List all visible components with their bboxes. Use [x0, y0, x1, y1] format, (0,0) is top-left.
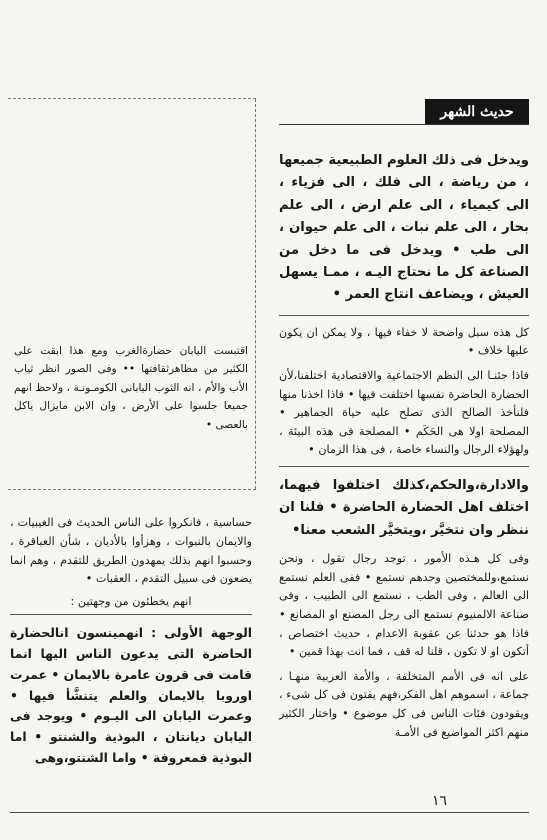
right-para-1: ويدخل فى ذلك العلوم الطبيعية جميعها ، من رياضة ، الى فلك ، الى فزياء ، الى كيمياء ، الى علم ارض ، الى علم بحار ، الى علم نبات ، الى علم حيوان ، الى طب • ويدخل فى ما دخل من الصناعة كل ما نحتاج اليـه ، ممـا يسهل العيش ، ويضاعف انتاج العمر • [279, 153, 529, 303]
divider-rule [10, 614, 252, 615]
left-column [10, 514, 252, 777]
page-number: ١٦ [431, 793, 447, 809]
section-header-badge: حديث الشهر [425, 99, 529, 125]
right-para-6: على انه فى الأمم المتخلفة ، والأمة العربية منهـا ، جماعة ، اسموهم اهل الفكر،فهم يفتون فى كل شىء ، ويقودون فئات الناس فى كل موضوع • واختار الكثير منهم اكثر المواضيع فى الأمـة [279, 669, 529, 739]
divider-rule [279, 466, 529, 467]
right-para-3: فاذا جئنـا الى النظم الاجتماعية والاقتصادية اختلفنا،لأن الحضارة الحاضرة نفسها اختلفت فيها • فاذا اخذنا منها فلنأخذ الصالح الذى تصلح عليه حياة الجماهير • المصلحة اولا هى الحَكَم • المصلحة فى هذه البيئة ، ولهؤلاء الرجال والنساء خاصة ، فى هذا الزمان • [279, 369, 529, 457]
right-column [279, 150, 529, 748]
right-para-2: كل هذه سبل واضحة لا خفاء فيها ، ولا يمكن ان يكون عليها خلاف • [279, 325, 529, 358]
footer-rule [10, 812, 529, 813]
photo-frame-right-edge [255, 99, 256, 489]
right-para-5: وفى كل هـذه الأمور ، توجد رجال تقول ، ونحن نستمع،وللمختصين وحدهم نستمع • ففى العلم نستمع الى العالم ، وفى الطب ، نستمع الى الطبيب ، وفى صناعة الالمنيوم نستمع الى رجل المصنع او المصانع • فاذا هو حدثنا عن عقوبة الاعدام ، حديث اختصاص ، أتكون او لا تكون ، قلنا له قف ، فما انت بهذا قمين • [279, 552, 529, 659]
left-para-2: انهم يخطئون من وجهتين : [70, 595, 192, 609]
left-para-3: الوجهة الأولى : انهمينسون انالحضارة الحاضرة التى يدعون الناس اليها انما قامت فى قرون عامرة بالايمان • عمرت اوروبا بالايمان والعلم يتنشَّأ فيها • وعمرت اليابان الى اليـوم • ويوجد فى اليابان ديانتان ، البوذية والشنتو • اما البوذية فمعروفة • واما الشنتو،وهى [10, 625, 252, 765]
header-rule [279, 124, 529, 125]
divider-rule [279, 315, 529, 316]
right-para-4: والادارة،والحكم،كذلك اختلفوا فيهما، اختلف اهل الحضارة الحاضرة • فلنا ان ننظر وان نتخيَّر ،ويتخيَّر الشعب معنا• [279, 478, 529, 538]
left-para-1: حساسية ، فانكروا على الناس الحديث فى الغيبيات ، والايمان بالنبوات ، وهزأوا بالأديان ، شأن العباقرة ، وحسبوا انهم بذلك يمهدون الطريق للتقدم ، وهم انما يضعون فى سبيل التقدم ، العقبات • [10, 516, 252, 586]
photo-caption: اقتبست اليابان حضارةالغرب ومع هذا ابقت على الكثير من مظاهرثقافتها •• وفى الصور انظر ثياب الأب والأم ، انه الثوب اليابانى الكومـونـة ، ولاحظ انهم جميعا جلسوا على الأرض ، وان الابن مايزال ياكل بالعصى • [14, 345, 248, 431]
